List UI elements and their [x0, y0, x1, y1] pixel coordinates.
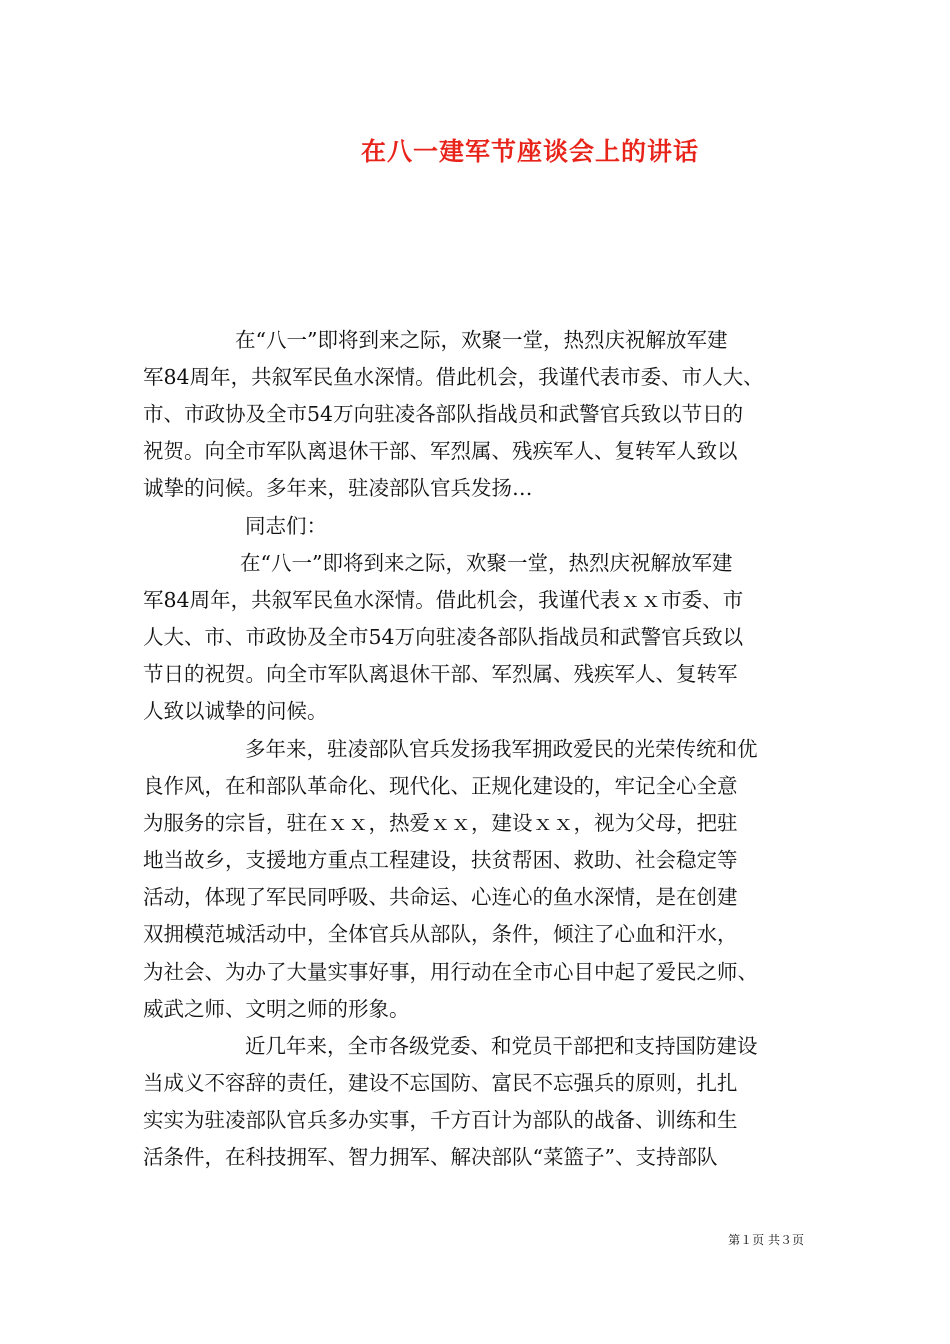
text-line: 活动，体现了军民同呼吸、共命运、心连心的鱼水深情，是在创建	[143, 885, 738, 909]
text-line: 地当故乡，支援地方重点工程建设，扶贫帮困、救助、社会稳定等	[143, 848, 738, 872]
text-line: 诚挚的问候。多年来，驻凌部队官兵发扬…	[143, 476, 533, 500]
text-line: 军84周年，共叙军民鱼水深情。借此机会，我谨代表ｘｘ市委、市	[143, 588, 744, 612]
text-line: 在“八一”即将到来之际，欢聚一堂，热烈庆祝解放军建	[235, 328, 728, 352]
text-line: 当成义不容辞的责任，建设不忘国防、富民不忘强兵的原则，扎扎	[143, 1071, 738, 1095]
page-title: 在八一建军节座谈会上的讲话	[360, 137, 699, 166]
text-line: 祝贺。向全市军队离退休干部、军烈属、残疾军人、复转军人致以	[143, 439, 738, 463]
text-line: 良作风，在和部队革命化、现代化、正规化建设的，牢记全心全意	[143, 774, 738, 798]
text-line: 在“八一”即将到来之际，欢聚一堂，热烈庆祝解放军建	[240, 551, 733, 575]
text-line: 节日的祝贺。向全市军队离退休干部、军烈属、残疾军人、复转军	[143, 662, 738, 686]
text-line: 实实为驻凌部队官兵多办实事，千方百计为部队的战备、训练和生	[143, 1108, 738, 1132]
text-line: 市、市政协及全市54万向驻凌各部队指战员和武警官兵致以节日的	[143, 402, 744, 426]
text-line: 近几年来，全市各级党委、和党员干部把和支持国防建设	[245, 1034, 758, 1058]
text-line: 人大、市、市政协及全市54万向驻凌各部队指战员和武警官兵致以	[143, 625, 744, 649]
text-line: 人致以诚挚的问候。	[143, 699, 328, 723]
text-line: 为服务的宗旨，驻在ｘｘ，热爱ｘｘ，建设ｘｘ，视为父母，把驻	[143, 811, 738, 835]
text-line: 威武之师、文明之师的形象。	[143, 997, 410, 1021]
salutation: 同志们：	[245, 514, 327, 538]
text-line: 多年来，驻凌部队官兵发扬我军拥政爱民的光荣传统和优	[245, 737, 758, 761]
text-line: 双拥模范城活动中，全体官兵从部队，条件，倾注了心血和汗水，	[143, 922, 738, 946]
text-line: 为社会、为办了大量实事好事，用行动在全市心目中起了爱民之师、	[143, 960, 758, 984]
page-number: 第１页 共３页	[728, 1233, 804, 1247]
text-line: 活条件，在科技拥军、智力拥军、解决部队“菜篮子”、支持部队	[143, 1145, 718, 1169]
text-line: 军84周年，共叙军民鱼水深情。借此机会，我谨代表市委、市人大、	[143, 365, 764, 389]
